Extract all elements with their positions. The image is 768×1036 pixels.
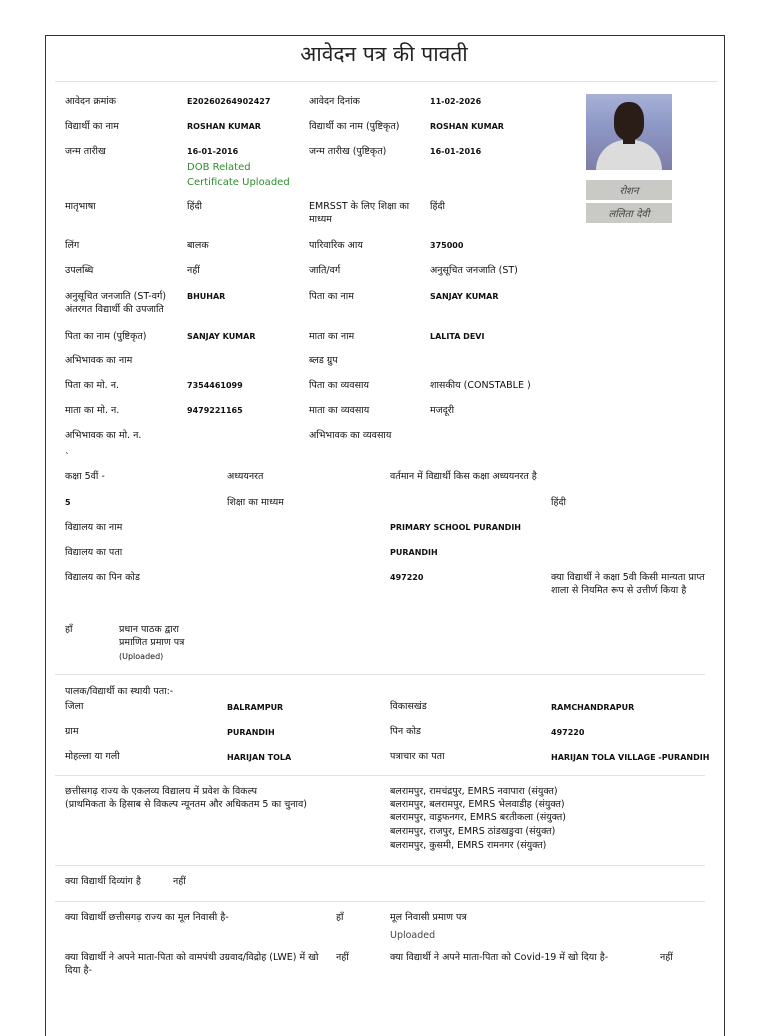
dob-label: जन्म तारीख [65, 146, 106, 157]
father-mobile-value: 7354461099 [187, 381, 243, 390]
application-number-label: आवेदन क्रमांक [65, 96, 117, 107]
school-address-label: विद्यालय का पता [65, 547, 123, 558]
disabled-question: क्या विद्यार्थी दिव्यांग है [65, 876, 141, 887]
locality-label: मोहल्ला या गली [65, 751, 120, 762]
school-name-value: PRIMARY SCHOOL PURANDIH [390, 523, 521, 532]
father-occupation-value: शासकीय (CONSTABLE ) [430, 380, 531, 391]
native-answer: हाँ [336, 912, 344, 923]
mother-name-label: माता का नाम [309, 331, 355, 342]
father-mobile-label: पिता का मो. न. [65, 380, 120, 391]
disabled-answer: नहीं [173, 876, 186, 887]
student-photo [586, 94, 672, 170]
covid-question: क्या विद्यार्थी ने अपने माता-पिता को Covid-19 में खो दिया है- [390, 952, 609, 963]
blood-group-label: ब्लड ग्रुप [309, 355, 338, 366]
guardian-mobile-label: अभिभावक का मो. न. [65, 430, 142, 441]
postal-address-value: HARIJAN TOLA VILLAGE -PURANDIH [551, 753, 710, 762]
district-label: जिला [65, 701, 84, 712]
dob-certificate-note: DOB Related Certificate Uploaded [187, 162, 290, 188]
certificate-label: प्रधान पाठक द्वारा प्रमाणित प्रमाण पत्र [119, 624, 185, 648]
mother-occupation-label: माता का व्यवसाय [309, 405, 370, 416]
postal-address-label: पत्राचार का पता [390, 751, 445, 762]
pin-value: 497220 [551, 728, 585, 737]
student-name-verified-label: विद्यार्थी का नाम (पुष्टिकृत) [309, 121, 400, 132]
studying-label: अध्ययनरत [227, 471, 264, 482]
dob-verified-value: 16-01-2016 [430, 147, 482, 156]
student-name-value: ROSHAN KUMAR [187, 122, 261, 131]
student-signature: रोशन [586, 180, 672, 200]
district-value: BALRAMPUR [227, 703, 284, 712]
choice-option-4: बलरामपुर, राजपुर, EMRS ठांडखङुवा (संयुक्त) [390, 826, 556, 837]
current-class-value: 5 [65, 498, 71, 507]
application-number-value: E20260264902427 [187, 97, 271, 106]
passed-question: क्या विद्यार्थी ने कक्षा 5वी किसी मान्यता प्राप्त शाला से नियमित रूप से उत्तीर्ण किया है [551, 572, 705, 596]
caste-label: जाति/वर्ग [309, 265, 341, 276]
title-divider [55, 81, 718, 82]
achievement-value: नहीं [187, 265, 200, 276]
photo-face-shape [614, 102, 644, 140]
choice-option-5: बलरामपुर, कुसमी, EMRS रामनगर (संयुक्त) [390, 840, 547, 851]
achievement-label: उपलब्धि [65, 265, 94, 276]
school-pin-label: विद्यालय का पिन कोड [65, 572, 140, 583]
father-name-verified-value: SANJAY KUMAR [187, 332, 256, 341]
mother-mobile-value: 9479221165 [187, 406, 243, 415]
dob-verified-label: जन्म तारीख (पुष्टिकृत) [309, 146, 387, 157]
class5-label: कक्षा 5वीं - [65, 471, 105, 482]
gender-label: लिंग [65, 240, 80, 251]
pin-label: पिन कोड [390, 726, 421, 737]
gender-value: बालक [187, 240, 209, 251]
lwe-answer: नहीं [336, 952, 349, 963]
native-certificate-status: Uploaded [390, 930, 436, 941]
choice-option-3: बलरामपुर, वाड्रफनगर, EMRS बरतीकला (संयुक्त) [390, 812, 567, 823]
school-name-label: विद्यालय का नाम [65, 522, 123, 533]
native-certificate-label: मूल निवासी प्रमाण पत्र [390, 912, 467, 923]
family-income-value: 375000 [430, 241, 464, 250]
father-name-label: पिता का नाम [309, 291, 354, 302]
native-question: क्या विद्यार्थी छत्तीसगढ़ राज्य का मूल निवासी है- [65, 912, 229, 923]
current-class-label: वर्तमान में विद्यार्थी किस कक्षा अध्ययनरत है [390, 471, 537, 482]
subcaste-label: अनुसूचित जनजाति (ST-वर्ग) अंतरगत विद्यार्थी की उपजाति [65, 291, 167, 315]
education-divider [55, 674, 705, 675]
photo-body-shape [596, 140, 662, 170]
block-value: RAMCHANDRAPUR [551, 703, 635, 712]
stray-backtick: ` [65, 452, 70, 463]
certificate-status: (Uploaded) [119, 652, 164, 661]
mother-mobile-label: माता का मो. न. [65, 405, 120, 416]
lwe-question: क्या विद्यार्थी ने अपने माता-पिता को वामपंथी उग्रवाद/विद्रोह (LWE) में खो दिया है- [65, 952, 319, 976]
guardian-name-label: अभिभावक का नाम [65, 355, 133, 366]
father-name-value: SANJAY KUMAR [430, 292, 499, 301]
page-title: आवेदन पत्र की पावती [300, 42, 468, 66]
application-date-value: 11-02-2026 [430, 97, 482, 106]
village-label: ग्राम [65, 726, 79, 737]
choice-option-2: बलरामपुर, बलरामपुर, EMRS भेलवाडीह (संयुक्त) [390, 799, 565, 810]
school-pin-value: 497220 [390, 573, 424, 582]
choices-label-line1: छत्तीसगढ़ राज्य के एकलव्य विद्यालय में प्रवेश के विकल्प [65, 786, 258, 797]
mother-occupation-value: मजदूरी [430, 405, 455, 416]
mother-tongue-value: हिंदी [187, 201, 203, 212]
address-divider [55, 775, 705, 776]
covid-answer: नहीं [660, 952, 673, 963]
emrsst-medium-value: हिंदी [430, 201, 446, 212]
disabled-divider [55, 901, 705, 902]
student-name-label: विद्यार्थी का नाम [65, 121, 119, 132]
mother-name-value: LALITA DEVI [430, 332, 485, 341]
subcaste-value: BHUHAR [187, 292, 226, 301]
parent-signature: ललिता देवी [586, 203, 672, 223]
choices-divider [55, 865, 705, 866]
passed-answer: हाँ [65, 624, 73, 635]
mother-tongue-label: मातृभाषा [65, 201, 96, 212]
school-address-value: PURANDIH [390, 548, 438, 557]
medium-label: शिक्षा का माध्यम [227, 497, 284, 508]
guardian-occupation-label: अभिभावक का व्यवसाय [309, 430, 392, 441]
address-heading: पालक/विद्यार्थी का स्थायी पता:- [65, 686, 174, 697]
father-name-verified-label: पिता का नाम (पुष्टिकृत) [65, 331, 147, 342]
choice-option-1: बलरामपुर, रामचंद्रपुर, EMRS नवापारा (संयुक्त) [390, 786, 558, 797]
father-occupation-label: पिता का व्यवसाय [309, 380, 369, 391]
block-label: विकासखंड [390, 701, 427, 712]
emrsst-medium-label: EMRSST के लिए शिक्षा का माध्यम [309, 201, 410, 225]
medium-value: हिंदी [551, 497, 567, 508]
dob-value: 16-01-2016 [187, 147, 239, 156]
student-name-verified-value: ROSHAN KUMAR [430, 122, 504, 131]
family-income-label: पारिवारिक आय [309, 240, 363, 251]
village-value: PURANDIH [227, 728, 275, 737]
application-date-label: आवेदन दिनांक [309, 96, 360, 107]
choices-label-line2: (प्राथमिकता के हिसाब से विकल्प न्यूनतम और अधिकतम 5 का चुनाव) [65, 799, 307, 810]
caste-value: अनुसूचित जनजाति (ST) [430, 265, 518, 276]
locality-value: HARIJAN TOLA [227, 753, 292, 762]
